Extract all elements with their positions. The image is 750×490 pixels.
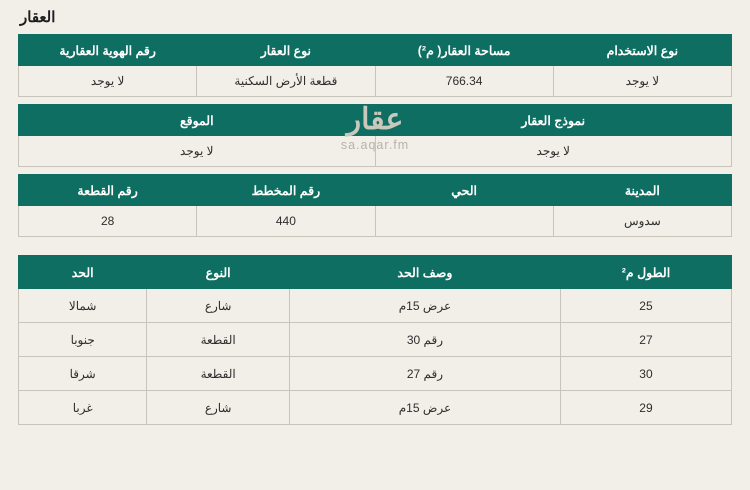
page-title: العقار	[20, 9, 56, 26]
table-header-row-2	[19, 105, 732, 136]
table-value-row-3	[19, 206, 732, 237]
header-usage-type: نوع الاستخدام	[553, 35, 731, 66]
cell-description: عرض 15م	[289, 289, 560, 323]
cell-type: القطعة	[147, 357, 290, 391]
table-header-row-1	[19, 35, 732, 66]
limits-header-row	[19, 256, 732, 289]
table-row	[19, 391, 732, 425]
header-district: الحي	[375, 175, 553, 206]
cell-description: عرض 15م	[289, 391, 560, 425]
table-row	[19, 289, 732, 323]
cell-type: شارع	[147, 391, 290, 425]
header-city: المدينة	[553, 175, 731, 206]
table-gap-1	[19, 97, 732, 105]
cell-limit: شمالا	[19, 289, 147, 323]
cell-type: القطعة	[147, 323, 290, 357]
cell-length: 30	[560, 357, 731, 391]
property-details-table	[18, 34, 732, 237]
section-spacer	[18, 237, 732, 255]
header-property-model: نموذج العقار	[375, 105, 732, 136]
watermark-text: عقار	[346, 103, 404, 136]
header-limit-type: النوع	[147, 256, 290, 289]
cell-length: 27	[560, 323, 731, 357]
table-row	[19, 323, 732, 357]
table-value-row-2	[19, 136, 732, 167]
header-property-id: رقم الهوية العقارية	[19, 35, 197, 66]
cell-length: 25	[560, 289, 731, 323]
cell-limit: شرقا	[19, 357, 147, 391]
header-location: الموقع	[19, 105, 376, 136]
value-city: سدوس	[553, 206, 731, 237]
value-parcel-number: 28	[19, 206, 197, 237]
limits-table	[18, 255, 732, 425]
header-length: الطول م²	[560, 256, 731, 289]
table-gap-2	[19, 167, 732, 175]
value-district	[375, 206, 553, 237]
value-property-area: 766.34	[375, 66, 553, 97]
value-location: لا يوجد	[19, 136, 376, 167]
value-property-id: لا يوجد	[19, 66, 197, 97]
header-limit-description: وصف الحد	[289, 256, 560, 289]
value-plan-number: 440	[197, 206, 375, 237]
table-header-row-3	[19, 175, 732, 206]
cell-limit: غربا	[19, 391, 147, 425]
header-property-type: نوع العقار	[197, 35, 375, 66]
cell-limit: جنوبا	[19, 323, 147, 357]
table-value-row-1	[19, 66, 732, 97]
cell-description: رقم 30	[289, 323, 560, 357]
value-property-model: لا يوجد	[375, 136, 732, 167]
value-property-type: قطعة الأرض السكنية	[197, 66, 375, 97]
header-parcel-number: رقم القطعة	[19, 175, 197, 206]
header-property-area: مساحة العقار( م²)	[375, 35, 553, 66]
header-limit: الحد	[19, 256, 147, 289]
table-row	[19, 357, 732, 391]
cell-type: شارع	[147, 289, 290, 323]
watermark-subtext: sa.aqar.fm	[340, 137, 410, 152]
header-plan-number: رقم المخطط	[197, 175, 375, 206]
value-usage-type: لا يوجد	[553, 66, 731, 97]
cell-description: رقم 27	[289, 357, 560, 391]
cell-length: 29	[560, 391, 731, 425]
